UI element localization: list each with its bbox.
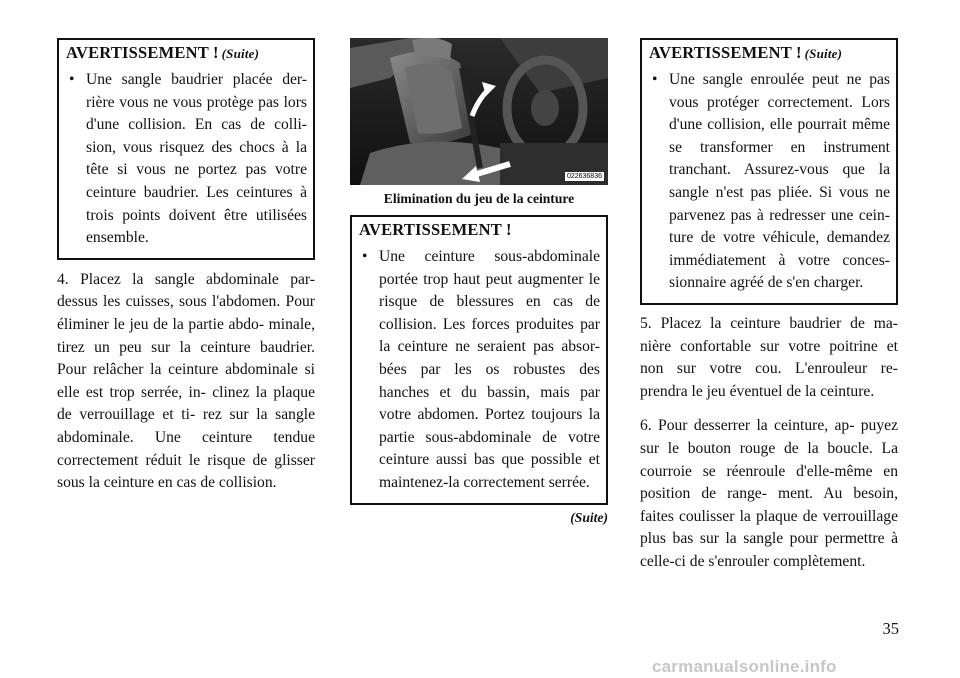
continued-label: (Suite) xyxy=(570,509,608,525)
column-middle xyxy=(350,38,608,526)
warning-title: AVERTISSEMENT ! xyxy=(359,220,512,239)
column-right xyxy=(640,38,898,573)
warning-title-text: AVERTISSEMENT ! xyxy=(66,43,219,62)
warning-box-right xyxy=(640,38,898,305)
instruction-step-4: 4. Placez la sangle abdominale par- dessus les cuisses, sous l'abdomen. Pour éliminer le jeu de la partie abdo- minale, tirez un peu sur la ceinture baudrier. Pour relâcher la ceinture abdominale si elle est trop serrée, in- clinez la plaque de verrouillage et ti- rez sur la sangle abdominale. Une ceinture tendue correctement réduit le risque de glisser sous la ceinture en cas de collision. xyxy=(57,270,315,492)
instruction-step-6: 6. Pour desserrer la ceinture, ap- puyez sur le bouton rouge de la boucle. La courroie se réenroule d'elle-même en position de range- ment. Au besoin, faites coulisser la plaque de verrouillage plus bas sur la sangle pour permettre à celle-ci de s'enrouler complètement. xyxy=(640,417,898,570)
figure-code: 022636836 xyxy=(566,173,602,180)
warning-suite-label: (Suite) xyxy=(221,46,260,61)
warning-box-middle xyxy=(350,215,608,505)
warning-bullet: • Une ceinture sous-abdominale portée trop haut peut augmenter le risque de blessures en cas de collision. Les forces produites par la ceinture ne seraient pas absor- bées par les os robustes des hanches et du bassin, mais par votre abdomen. Portez toujours la partie sous-abdominale de votre ceinture aussi bas que possible et maintenez-la correctement serrée. xyxy=(359,246,600,495)
seatbelt-photo xyxy=(350,38,608,185)
warning-title-text: AVERTISSEMENT ! xyxy=(649,43,802,62)
page-number: 35 xyxy=(882,619,899,638)
instruction-step-5: 5. Placez la ceinture baudrier de ma- nière confortable sur votre poitrine et non sur votre cou. L'enrouleur re- prendra le jeu éventuel de la ceinture. xyxy=(640,314,898,400)
watermark: carmanualsonline.info xyxy=(652,657,837,676)
warning-suite-label: (Suite) xyxy=(804,46,843,61)
warning-bullet: • Une sangle enroulée peut ne pas vous protéger correctement. Lors d'une collision, elle pourrait même se transformer en instrument tranchant. Assurez-vous que la sangle n'est pas pliée. Si vous ne parvenez pas à redresser une cein- ture de votre véhicule, demandez immédiatement à votre conces- sionnaire agréé de s'en charger. xyxy=(649,69,890,295)
column-left xyxy=(57,38,315,495)
warning-title xyxy=(66,43,307,63)
warning-bullet: • Une sangle baudrier placée der- rière vous ne vous protège pas lors d'une collision. En cas de colli- sion, vous risquez des chocs à la tête si vous ne portez pas votre ceinture baudrier. Les ceintures à trois points doivent être utilisées ensemble. xyxy=(66,69,307,250)
warning-title xyxy=(649,43,890,63)
warning-box-left xyxy=(57,38,315,260)
seatbelt-illustration xyxy=(350,38,608,185)
figure-caption: Elimination du jeu de la ceinture xyxy=(383,191,575,206)
